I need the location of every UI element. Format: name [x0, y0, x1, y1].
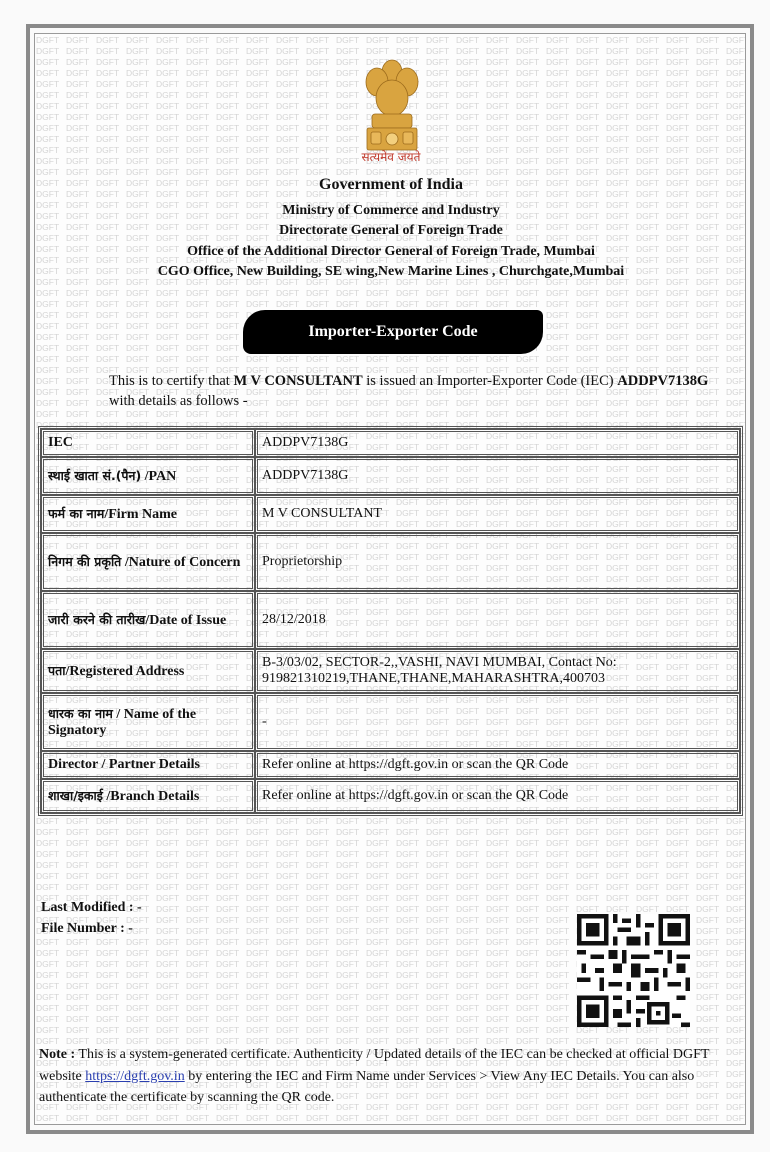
address-label-english: /Registered Address [65, 664, 185, 679]
iec-value: ADDPV7138G [255, 429, 740, 457]
address-line-2: 919821310219,THANE,THANE,MAHARASHTRA,400703 [262, 671, 605, 686]
certification-statement [109, 371, 729, 411]
government-title: Government of India [319, 176, 463, 193]
branch-value: Refer online at https://dgft.gov.in or scan the QR Code [255, 779, 740, 813]
footer-note [39, 1044, 739, 1109]
last-modified: Last Modified : - [41, 900, 142, 915]
cert-middle: is issued an Importer-Exporter Code (IEC) [362, 373, 618, 389]
iec-details-table [38, 426, 743, 816]
firm-name-value: M V CONSULTANT [255, 495, 740, 533]
emblem-motto: सत्यमेव जयते [361, 150, 421, 164]
firm-label-hindi: फर्म का नाम [48, 506, 105, 521]
table-row [41, 779, 740, 813]
table-row [41, 495, 740, 533]
nature-label [41, 533, 255, 591]
issue-date-value: 28/12/2018 [255, 591, 740, 649]
table-row [41, 429, 740, 457]
pan-label-english: /PAN [141, 469, 177, 484]
directorate-title: Directorate General of Foreign Trade [279, 223, 503, 238]
firm-name-label [41, 495, 255, 533]
note-text-2: by entering the IEC and Firm Name under Services > View Any IEC Details. You can also authenticate the certificate by scanning the QR code. [39, 1068, 695, 1105]
branch-label-english: /Branch Details [102, 789, 200, 804]
table-row [41, 751, 740, 779]
dgft-website-link[interactable]: https://dgft.gov.in [85, 1068, 185, 1084]
cert-suffix: with details as follows - [109, 393, 248, 409]
office-address: CGO Office, New Building, SE wing,New Marine Lines , Churchgate,Mumbai [157, 264, 625, 279]
address-value [255, 649, 740, 693]
branch-label-hindi: शाखा/इकाई [48, 788, 103, 803]
date-label-english: /Date of Issue [145, 613, 227, 628]
issue-date-label [41, 591, 255, 649]
cert-iec-code: ADDPV7138G [617, 373, 709, 389]
pan-label-hindi: स्थाई खाता सं.(पैन) [48, 468, 142, 483]
signatory-label-english: / Name of the Signatory [48, 707, 197, 738]
signatory-label [41, 693, 255, 751]
note-label: Note : [39, 1047, 76, 1062]
signatory-label-hindi: धारक का नाम [48, 706, 113, 721]
ministry-title: Ministry of Commerce and Industry [282, 203, 500, 218]
table-row [41, 591, 740, 649]
table-row [41, 649, 740, 693]
firm-label-english: /Firm Name [104, 507, 178, 522]
nature-value: Proprietorship [255, 533, 740, 591]
iec-banner: Importer-Exporter Code [243, 310, 543, 354]
certificate-body [34, 33, 746, 1125]
branch-label [41, 779, 255, 813]
cert-prefix: This is to certify that [109, 373, 234, 389]
date-label-hindi: जारी करने की तारीख [48, 612, 146, 627]
office-title: Office of the Additional Director General of Foreign Trade, Mumbai [187, 244, 595, 259]
note-text-1: This is a system-generated certificate. Authenticity / Updated details of the IEC can be checked at official DGFT website [39, 1047, 710, 1084]
table-row [41, 457, 740, 495]
nature-label-english: /Nature of Concern [121, 555, 241, 570]
cert-firm-name: M V CONSULTANT [233, 373, 363, 389]
nature-label-hindi: निगम की प्रकृति [48, 554, 122, 569]
qr-code-icon [577, 914, 690, 1027]
pan-label [41, 457, 255, 495]
address-label-hindi: पता [48, 663, 66, 678]
pan-value: ADDPV7138G [255, 457, 740, 495]
address-label [41, 649, 255, 693]
director-label: Director / Partner Details [41, 751, 255, 779]
table-row [41, 693, 740, 751]
director-value: Refer online at https://dgft.gov.in or scan the QR Code [255, 751, 740, 779]
address-line-1: B-3/03/02, SECTOR-2,,VASHI, NAVI MUMBAI, Contact No: [262, 655, 617, 670]
table-row [41, 533, 740, 591]
iec-label: IEC [41, 429, 255, 457]
signatory-value: - [255, 693, 740, 751]
file-number: File Number : - [41, 921, 133, 936]
